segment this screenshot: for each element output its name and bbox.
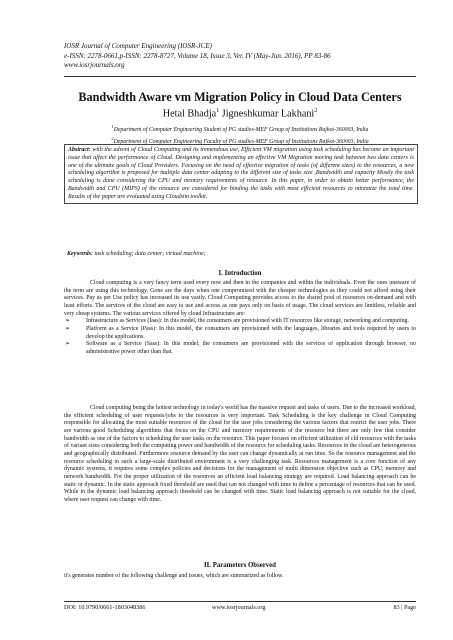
author-2: Jigneshkumar Lakhani: [219, 108, 315, 120]
keywords-text: task scheduling; data center; virtual machine;: [93, 251, 206, 257]
author-line: [64, 108, 416, 119]
list-item: [64, 318, 416, 326]
list-item-text: Infrastructure as Services (Iaas): In this model, the consumers are provisioned with IT resources like storage, networking and computing.: [86, 318, 409, 325]
journal-name: IOSR Journal of Computer Engineering (IOSR-JCE): [64, 42, 212, 50]
affiliation-2-text: Department of Computer Engineering Faculty of PG studies-MEF Group of Institutions Rajkot-360003, India: [113, 138, 369, 145]
section-2-heading: II. Parameters Observed: [204, 562, 276, 569]
footer-website: www.iosrjournals.org: [212, 604, 266, 611]
service-model-list: [64, 318, 416, 356]
intro-paragraph-1: Cloud computing is a very fancy term used every now and then in the companies and within the individuals. Even the ones unaware of the term are using this technology. Gone are the days when one compromised with the cheaper technologies as they could not afford using their services. Pay as per Use policy has increased its use vastly. Cloud Computing provides access to the shared pool of resources on-demand and with least efforts. The services of the cloud are easy to use and access as one pays only on basis of usage. The cloud services are limitless, reliable and very cheap systems. The various services offered by cloud Infrastructure are:: [64, 280, 416, 317]
affiliation-1-sup: 1: [111, 124, 114, 129]
abstract-text: with the advent of Cloud Computing and its tremendous use, Efficient VM migration using task scheduling has become an important issue that affect the performance of Cloud. Designing and implementing an effective VM Migration moving task between two data centers is one of the ultimate goals of Cloud Providers. Focusing on the need of effective migration of tasks (of different sizes) to the resources, a new scheduling algorithm is proposed for multiple data center adapting to the different size of tasks size ,Bandwidth and capacity Mostly the task scheduling is done considering the CPU and memory requirements of resource. In this paper, in order to obtain better performance, the Bandwidth and CPU (MIPS) of the resource are considered for binding the tasks with most efficient resources to minimize the total time. Results of the paper are evaluated using Cloudsim toolkit.: [68, 147, 414, 200]
list-item-text: Software as a Service (Sass): In this model, the consumers are provisioned with the services of application through browser, no administrative power other than that.: [86, 341, 416, 355]
footer-rule: [64, 601, 416, 602]
list-item-text: Platform as a Service (Pass): In this model, the consumers are provisioned with the languages, libraries and tools required by users to develop the applications.: [86, 325, 416, 340]
paper-title: Bandwidth Aware vm Migration Policy in Cloud Data Centers: [78, 90, 402, 104]
affiliation-1-text: Department of Computer Engineering Student of PG studies-MEF Group of Institutions Rajkot-360003, India: [113, 126, 369, 133]
abstract-box: [64, 144, 418, 204]
author-2-sup: 2: [314, 108, 318, 114]
section-1-heading: I. Introduction: [218, 270, 262, 277]
affiliations: [64, 123, 416, 146]
section-2-body: [64, 573, 416, 581]
keywords-label: Keywords:: [67, 251, 93, 257]
author-1-sup: 1: [216, 108, 220, 114]
affiliation-1: [64, 123, 416, 135]
affiliation-2-sup: 2: [111, 135, 114, 141]
abstract-label: Abstract:: [68, 147, 91, 153]
section-1-body-continued: [64, 405, 416, 505]
section-1-body: [64, 280, 416, 357]
bullet-arrow-icon: ➢: [65, 325, 71, 332]
header-rule: [64, 76, 416, 77]
bullet-arrow-icon: ➢: [65, 341, 71, 348]
section-2-paragraph-1: it's generates number of the following challenge and issues, which are summarized as follow.: [64, 573, 284, 579]
intro-paragraph-2: Cloud computing being the hottest technology in today's world has the massive request and tasks of users. Due to the increased workload, the efficient scheduling of user requests/jobs to the resources is very important. Task Scheduling is the key challenge in Cloud Computing responsible for allocating the most suitable resources of the cloud for the user jobs considering the various factors that restrict the user jobs. There are various good Scheduling algorithms that focus on the CPU and memory requirements of the resource but there are only few that consider bandwidth as one of the factors to scheduling the user tasks on the resource. This paper focuses on efficient utilization of cld resources with the tasks of variant sizes considering both the computing power and bandwidth of the resource for scheduling tasks. Resources in the cloud are heterogeneous and geographically distributed. Furthermore resource demand by the user can change dynamically at run time. So the resource management and the resource scheduling in such a large-scale distributed environment is a very challenging task. Resources management is a core function of any dynamic systems, it requires some complex policies and decisions for the management of multi dimension objective such as CPU, memory and network bandwidth. For the proper utilization of the resources an efficient load balancing strategy are required. Load balancing approach can be static or dynamic. In the static approach fixed threshold are used that can not changed with time to define a percentage of resources that can be used. While in the dynamic load balancing approach threshold can be changed with time. Static load balancing approach is not suitable for the cloud, where user request can change with time.: [64, 405, 416, 503]
journal-website: www.iosrjournals.org: [64, 61, 125, 69]
journal-issn: e-ISSN: 2278-0661,p-ISSN: 2278-8727, Volume 18, Issue 3, Ver. IV (May-Jun. 2016), PP 83-86: [64, 51, 331, 60]
list-item: [64, 326, 416, 341]
author-1: Hetal Bhadja: [162, 108, 217, 120]
footer-page-number: 83 | Page: [393, 604, 416, 611]
bullet-arrow-icon: ➢: [65, 318, 71, 325]
keywords: [67, 251, 206, 257]
footer-doi: DOI: 10.9790/0661-1803048386: [64, 604, 146, 611]
journal-header: [64, 42, 331, 71]
list-item: [64, 341, 416, 356]
